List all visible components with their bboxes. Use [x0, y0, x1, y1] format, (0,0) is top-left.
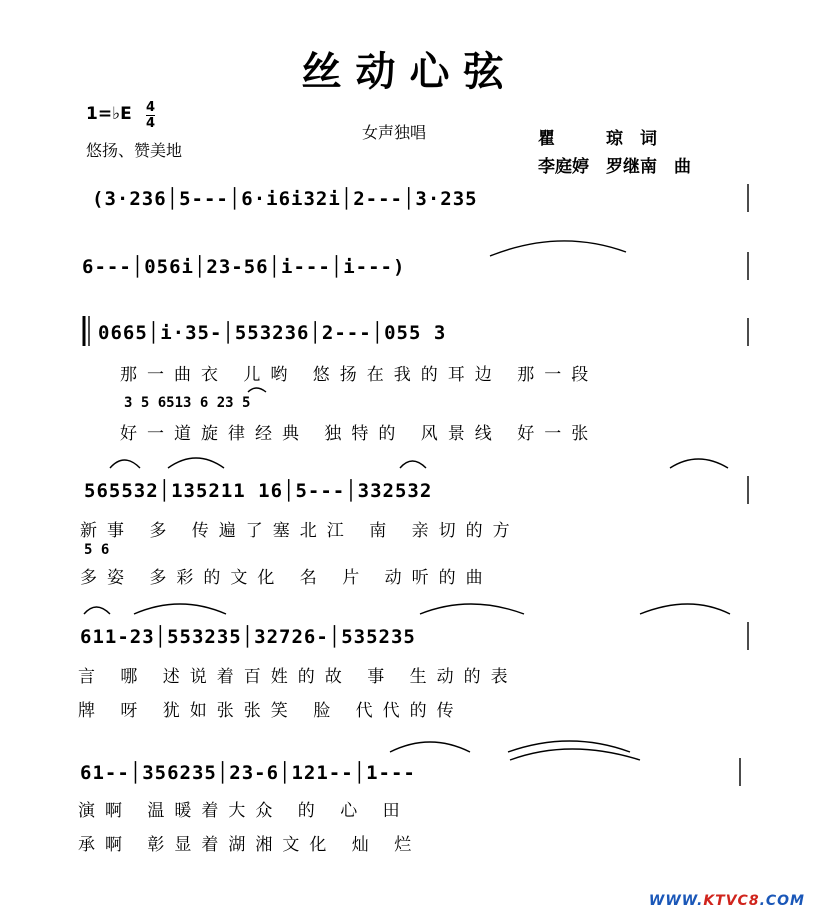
lyric-line-4-verse-2: 多姿 多彩的文化 名 片 动听的曲 — [80, 568, 493, 588]
watermark-part-3: .COM — [759, 893, 805, 909]
voice-type: 女声独唱 — [362, 123, 427, 142]
slur — [400, 461, 426, 468]
notation-line-5: 611-23│553235│32726-│535235 — [80, 626, 416, 648]
site-watermark — [649, 893, 805, 909]
slur — [670, 459, 728, 468]
tempo-marking: 悠扬、赞美地 — [86, 141, 183, 160]
lyric-line-6-verse-1: 演啊 温暖着大众 的 心 田 — [78, 801, 410, 821]
lyric-line-4-verse-1: 新事 多 传遍了塞北江 南 亲切的方 — [80, 521, 520, 541]
slur — [510, 749, 640, 760]
lyric-line-3-verse-2: 好一道旋律经典 独特的 风景线 好一张 — [120, 424, 599, 444]
alt-notes-line-4: 5 6 — [84, 542, 110, 558]
notation-line-3: 0665│i·35-│553236│2---│055 3 — [98, 322, 447, 344]
slur — [84, 607, 110, 614]
time-top: 4 — [146, 100, 156, 115]
time-bottom: 4 — [146, 116, 156, 131]
lyric-line-3-verse-1: 那一曲衣 儿哟 悠扬在我的耳边 那一段 — [120, 365, 599, 385]
slur — [168, 458, 224, 468]
lyric-line-5-verse-2: 牌 呀 犹如张张笑 脸 代代的传 — [78, 701, 464, 721]
song-title: 丝动心弦 — [301, 48, 518, 95]
slur — [490, 241, 626, 256]
watermark-part-2: KTVC8 — [703, 893, 760, 909]
watermark-part-1: WWW. — [648, 893, 704, 909]
lyric-line-6-verse-2: 承啊 彰显着湖湘文化 灿 烂 — [78, 835, 422, 855]
notation-line-4: 565532│135211 16│5---│332532 — [84, 480, 433, 502]
slur — [134, 604, 226, 614]
slur — [508, 741, 630, 752]
key-signature: 1=♭E — [86, 104, 132, 124]
notation-line-1: (3·236│5---│6·i6i32i│2---│3·235 — [92, 188, 478, 210]
slur — [640, 604, 730, 614]
notation-line-2: 6---│056i│23-56│i---│i---) — [82, 256, 406, 278]
alt-notes-line-3: 3 5 6513 6 23 5 — [124, 395, 251, 411]
slur — [248, 388, 266, 392]
notation-line-6: 61--│356235│23-6│121--│1--- — [80, 762, 416, 784]
time-signature — [146, 100, 155, 131]
slur — [390, 742, 470, 752]
lyricist-credit: 瞿 琼 词 — [538, 129, 657, 149]
slur — [420, 604, 524, 614]
composer-credit: 李庭婷 罗继南 曲 — [538, 157, 691, 177]
slur — [110, 460, 140, 468]
lyric-line-5-verse-1: 言 哪 述说着百姓的故 事 生动的表 — [78, 667, 518, 687]
